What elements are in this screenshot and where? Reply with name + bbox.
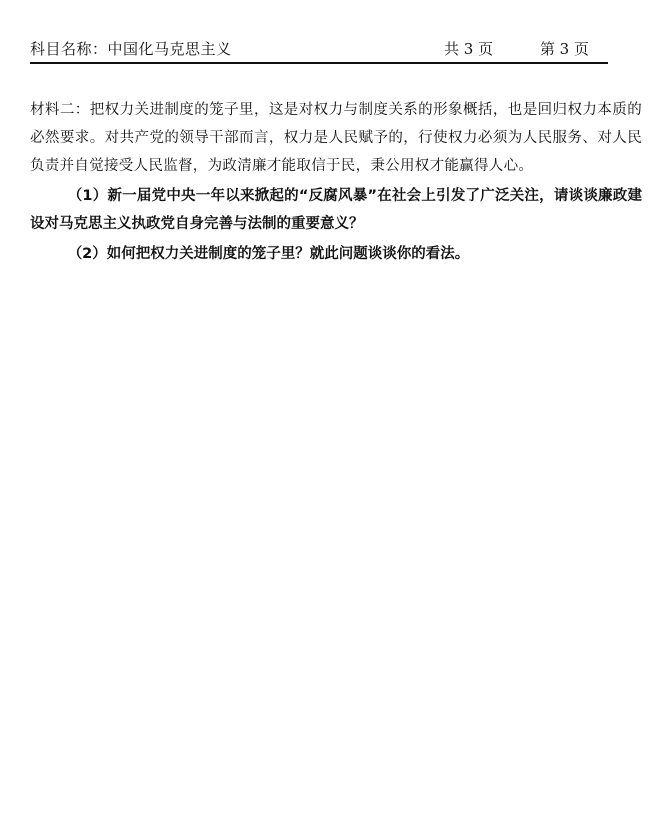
material-two-text: 材料二：把权力关进制度的笼子里，这是对权力与制度关系的形象概括，也是回归权力本质的必然要求。对共产党的领导干部而言，权力是人民赋予的，行使权力必须为人民服务、对人民负责并自觉接受人民监督，为政清廉才能取信于民，秉公用权才能赢得人心。 — [30, 102, 642, 174]
page-header — [30, 36, 608, 64]
subject-title: 科目名称：中国化马克思主义 — [30, 40, 232, 58]
question-2: （2）如何把权力关进制度的笼子里？就此问题谈谈你的看法。 — [67, 246, 470, 262]
question-1: （1）新一届党中央一年以来掀起的“反腐风暴”在社会上引发了广泛关注，请谈谈廉政建设对马克思主义执政党自身完善与法制的重要意义？ — [30, 188, 642, 232]
exam-content — [30, 96, 642, 268]
total-pages: 共 3 页 — [444, 40, 494, 58]
page-indicator — [444, 38, 589, 59]
current-page: 第 3 页 — [539, 40, 589, 58]
